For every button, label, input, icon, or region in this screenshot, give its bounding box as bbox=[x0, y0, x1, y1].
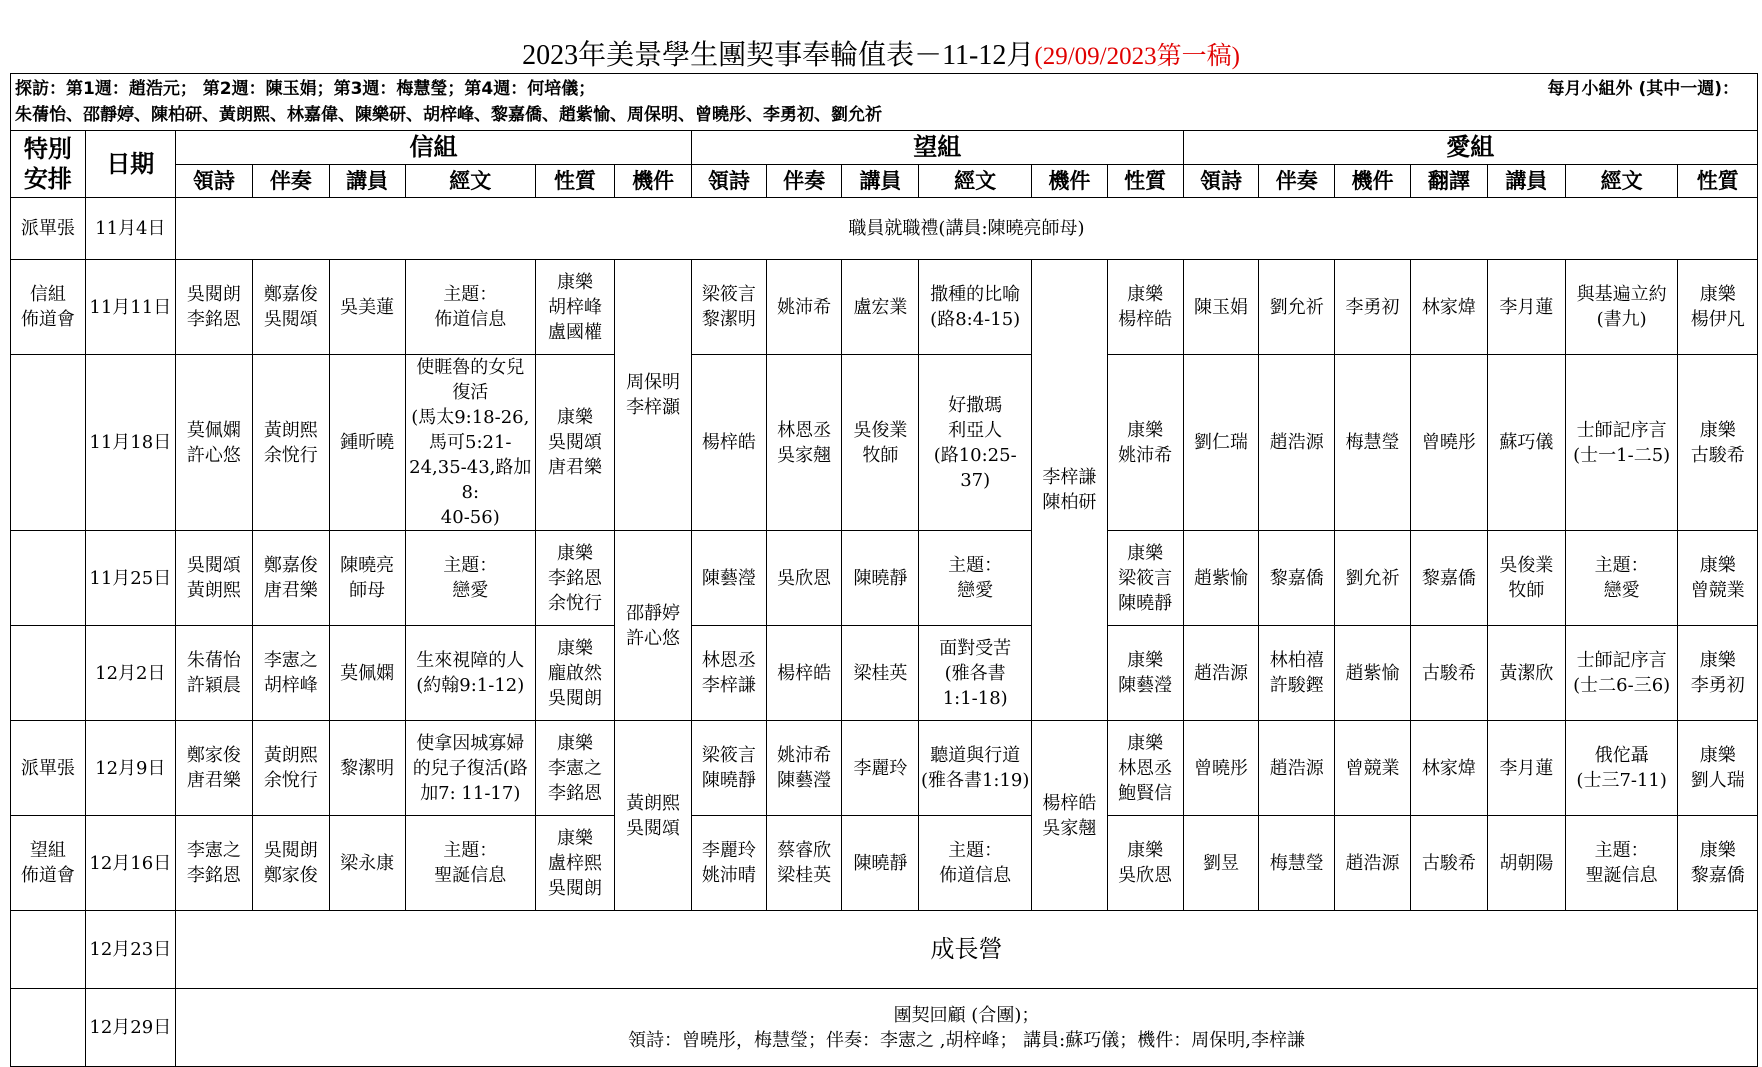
col-header: 性質 bbox=[1678, 165, 1758, 198]
cell-merged-event: 職員就職禮(講員:陳曉亮師母) bbox=[175, 198, 1757, 260]
cell: 主題： 聖誕信息 bbox=[1565, 816, 1678, 911]
col-header: 講員 bbox=[842, 165, 919, 198]
cell: 吳閱頌 黃朗熙 bbox=[175, 531, 252, 626]
page-title bbox=[0, 38, 1762, 75]
cell: 胡朝陽 bbox=[1487, 816, 1565, 911]
col-header: 領詩 bbox=[175, 165, 252, 198]
cell: 康樂 楊梓皓 bbox=[1107, 260, 1183, 355]
col-header: 性質 bbox=[1107, 165, 1183, 198]
cell: 楊梓皓 bbox=[692, 355, 767, 531]
cell: 陳曉靜 bbox=[842, 816, 919, 911]
cell: 陳玉娟 bbox=[1183, 260, 1259, 355]
cell: 康樂 胡梓峰 盧國權 bbox=[535, 260, 614, 355]
col-header: 伴奏 bbox=[766, 165, 842, 198]
cell-date: 11月4日 bbox=[85, 198, 175, 260]
cell: 吳俊業 牧師 bbox=[842, 355, 919, 531]
cell: 聽道與行道 (雅各書1:19) bbox=[919, 721, 1032, 816]
cell: 李勇初 bbox=[1335, 260, 1411, 355]
cell: 吳欣恩 bbox=[766, 531, 842, 626]
col-header: 性質 bbox=[535, 165, 614, 198]
title-main: 2023年美景學生團契事奉輪值表－11-12月 bbox=[522, 40, 1035, 71]
cell: 黃朗熙 余悅行 bbox=[252, 721, 329, 816]
cell: 朱蒨怡 許穎晨 bbox=[175, 626, 252, 721]
cell: 吳俊業 牧師 bbox=[1487, 531, 1565, 626]
table-row bbox=[11, 626, 1758, 721]
cell: 好撒瑪 利亞人 (路10:25-37) bbox=[919, 355, 1032, 531]
cell: 主題： 戀愛 bbox=[919, 531, 1032, 626]
cell: 林家煒 bbox=[1410, 721, 1487, 816]
cell: 主題： 佈道信息 bbox=[405, 260, 535, 355]
cell-special bbox=[11, 626, 86, 721]
cell: 莫佩嫻 bbox=[329, 626, 405, 721]
cell: 康樂 梁筱言 陳曉靜 bbox=[1107, 531, 1183, 626]
cell: 李麗玲 姚沛晴 bbox=[692, 816, 767, 911]
cell: 吳閱朗 李銘恩 bbox=[175, 260, 252, 355]
cell: 吳美蓮 bbox=[329, 260, 405, 355]
cell: 士師記序言 (士一1-二5) bbox=[1565, 355, 1678, 531]
header-group-wang: 望組 bbox=[692, 131, 1184, 165]
cell-date: 11月25日 bbox=[85, 531, 175, 626]
col-header: 翻譯 bbox=[1410, 165, 1487, 198]
cell: 撒種的比喻 (路8:4-15) bbox=[919, 260, 1032, 355]
table-row bbox=[11, 816, 1758, 911]
cell: 俄佗聶 (士三7-11) bbox=[1565, 721, 1678, 816]
cell: 鄭嘉俊 唐君樂 bbox=[252, 531, 329, 626]
cell: 林家煒 bbox=[1410, 260, 1487, 355]
cell: 梁筱言 陳曉靜 bbox=[692, 721, 767, 816]
cell: 鄭家俊 唐君樂 bbox=[175, 721, 252, 816]
col-header: 經文 bbox=[1565, 165, 1678, 198]
cell: 梁筱言 黎潔明 bbox=[692, 260, 767, 355]
notes-member-line: 朱蒨怡、邵靜婷、陳柏研、黃朗熙、林嘉偉、陳樂研、胡梓峰、黎嘉僑、趙紫愉、周保明、曾曉彤、李勇初、劉允祈 bbox=[15, 105, 882, 125]
cell: 曾曉彤 bbox=[1410, 355, 1487, 531]
cell-date: 11月11日 bbox=[85, 260, 175, 355]
cell: 古駿希 bbox=[1410, 816, 1487, 911]
cell: 主題： 佈道信息 bbox=[919, 816, 1032, 911]
cell: 士師記序言 (士二6-三6) bbox=[1565, 626, 1678, 721]
cell: 主題： 戀愛 bbox=[405, 531, 535, 626]
cell: 陳曉亮 師母 bbox=[329, 531, 405, 626]
cell: 康樂 古駿希 bbox=[1678, 355, 1758, 531]
col-header: 經文 bbox=[405, 165, 535, 198]
cell-xin-equipment: 黃朗熙 吳閱頌 bbox=[615, 721, 692, 911]
cell-wang-equipment: 李梓謙 陳柏研 bbox=[1031, 260, 1107, 721]
cell: 鄭嘉俊 吳閱頌 bbox=[252, 260, 329, 355]
cell: 黎嘉僑 bbox=[1259, 531, 1335, 626]
header-group-xin: 信組 bbox=[175, 131, 691, 165]
cell: 陳藝瀅 bbox=[692, 531, 767, 626]
cell: 林恩丞 李梓謙 bbox=[692, 626, 767, 721]
cell: 陳曉靜 bbox=[842, 531, 919, 626]
cell-xin-equipment: 周保明 李梓灝 bbox=[615, 260, 692, 531]
cell: 李月蓮 bbox=[1487, 260, 1565, 355]
cell-date: 12月29日 bbox=[85, 989, 175, 1067]
header-special: 特別 安排 bbox=[11, 131, 86, 198]
cell-date: 12月2日 bbox=[85, 626, 175, 721]
cell: 李月蓮 bbox=[1487, 721, 1565, 816]
cell: 康樂 李勇初 bbox=[1678, 626, 1758, 721]
cell: 康樂 林恩丞 鮑賢信 bbox=[1107, 721, 1183, 816]
cell-xin-equipment: 邵靜婷 許心悠 bbox=[615, 531, 692, 721]
col-header: 機件 bbox=[1335, 165, 1411, 198]
header-date: 日期 bbox=[85, 131, 175, 198]
cell: 康樂 曾競業 bbox=[1678, 531, 1758, 626]
cell: 康樂 李憲之 李銘恩 bbox=[535, 721, 614, 816]
cell: 使睚魯的女兒 復活 (馬太9:18-26, 馬可5:21- 24,35-43,路加8: 40-56) bbox=[405, 355, 535, 531]
cell-special: 派單張 bbox=[11, 721, 86, 816]
cell: 康樂 姚沛希 bbox=[1107, 355, 1183, 531]
table-row bbox=[11, 260, 1758, 355]
col-header: 領詩 bbox=[1183, 165, 1259, 198]
cell-wang-equipment: 楊梓皓 吳家翹 bbox=[1031, 721, 1107, 911]
cell: 康樂 劉人瑞 bbox=[1678, 721, 1758, 816]
cell: 康樂 吳閱頌 唐君樂 bbox=[535, 355, 614, 531]
cell: 康樂 吳欣恩 bbox=[1107, 816, 1183, 911]
cell-special: 信組 佈道會 bbox=[11, 260, 86, 355]
cell: 康樂 盧梓熙 吳閱朗 bbox=[535, 816, 614, 911]
col-header: 經文 bbox=[919, 165, 1032, 198]
cell-special bbox=[11, 989, 86, 1067]
cell: 黎潔明 bbox=[329, 721, 405, 816]
cell: 生來視障的人 (約翰9:1-12) bbox=[405, 626, 535, 721]
cell: 蘇巧儀 bbox=[1487, 355, 1565, 531]
cell: 劉允祈 bbox=[1335, 531, 1411, 626]
cell: 蔡睿欣 梁桂英 bbox=[766, 816, 842, 911]
table-row bbox=[11, 531, 1758, 626]
cell: 使拿因城寡婦 的兒子復活(路 加7: 11-17) bbox=[405, 721, 535, 816]
col-header: 伴奏 bbox=[252, 165, 329, 198]
cell: 主題： 戀愛 bbox=[1565, 531, 1678, 626]
cell: 趙紫愉 bbox=[1183, 531, 1259, 626]
cell: 趙浩源 bbox=[1259, 355, 1335, 531]
cell: 吳閱朗 鄭家俊 bbox=[252, 816, 329, 911]
cell-special bbox=[11, 531, 86, 626]
notes-visit-line: 探訪：第1週：趙浩元； 第2週：陳玉娟；第3週：梅慧瑩；第4週：何培儀； bbox=[15, 79, 596, 99]
cell: 李憲之 李銘恩 bbox=[175, 816, 252, 911]
col-header: 機件 bbox=[615, 165, 692, 198]
cell: 劉昱 bbox=[1183, 816, 1259, 911]
cell: 康樂 楊伊凡 bbox=[1678, 260, 1758, 355]
cell: 姚沛希 陳藝瀅 bbox=[766, 721, 842, 816]
cell: 梁桂英 bbox=[842, 626, 919, 721]
cell: 曾曉彤 bbox=[1183, 721, 1259, 816]
cell: 梅慧瑩 bbox=[1335, 355, 1411, 531]
cell: 趙浩源 bbox=[1183, 626, 1259, 721]
cell: 梅慧瑩 bbox=[1259, 816, 1335, 911]
cell: 姚沛希 bbox=[766, 260, 842, 355]
cell-date: 12月9日 bbox=[85, 721, 175, 816]
header-group-ai: 愛組 bbox=[1183, 131, 1757, 165]
cell-special bbox=[11, 911, 86, 989]
cell: 古駿希 bbox=[1410, 626, 1487, 721]
cell: 鍾昕曉 bbox=[329, 355, 405, 531]
notes-monthly-label: 每月小組外 (其中一週)： bbox=[1547, 79, 1739, 99]
cell: 楊梓皓 bbox=[766, 626, 842, 721]
table-row bbox=[11, 989, 1758, 1067]
cell-merged-event: 成長營 bbox=[175, 911, 1757, 989]
cell: 黃朗熙 余悅行 bbox=[252, 355, 329, 531]
cell: 主題： 聖誕信息 bbox=[405, 816, 535, 911]
table-row bbox=[11, 355, 1758, 531]
cell-merged-event: 團契回顧 (合團)； 領詩：曾曉彤，梅慧瑩；伴奏：李憲之 ,胡梓峰； 講員:蘇巧儀；機件：周保明,李梓謙 bbox=[175, 989, 1757, 1067]
cell: 李憲之 胡梓峰 bbox=[252, 626, 329, 721]
cell: 莫佩嫻 許心悠 bbox=[175, 355, 252, 531]
cell: 曾競業 bbox=[1335, 721, 1411, 816]
table-row bbox=[11, 198, 1758, 260]
cell: 康樂 龐啟然 吳閱朗 bbox=[535, 626, 614, 721]
cell-date: 12月16日 bbox=[85, 816, 175, 911]
notes-cell bbox=[11, 74, 1758, 131]
cell: 黃潔欣 bbox=[1487, 626, 1565, 721]
cell: 趙浩源 bbox=[1335, 816, 1411, 911]
col-header: 講員 bbox=[329, 165, 405, 198]
cell-special bbox=[11, 355, 86, 531]
col-header: 伴奏 bbox=[1259, 165, 1335, 198]
cell: 劉仁瑞 bbox=[1183, 355, 1259, 531]
cell: 梁永康 bbox=[329, 816, 405, 911]
cell: 面對受苦 (雅各書 1:1-18) bbox=[919, 626, 1032, 721]
col-header: 機件 bbox=[1031, 165, 1107, 198]
cell: 與基遍立約 (書九) bbox=[1565, 260, 1678, 355]
cell-special: 望組 佈道會 bbox=[11, 816, 86, 911]
cell: 康樂 李銘恩 余悅行 bbox=[535, 531, 614, 626]
title-draft-note: (29/09/2023第一稿) bbox=[1034, 43, 1240, 70]
cell: 劉允祈 bbox=[1259, 260, 1335, 355]
cell: 趙紫愉 bbox=[1335, 626, 1411, 721]
cell: 康樂 黎嘉僑 bbox=[1678, 816, 1758, 911]
cell: 盧宏業 bbox=[842, 260, 919, 355]
table-row bbox=[11, 911, 1758, 989]
roster-table bbox=[10, 73, 1758, 1067]
cell: 趙浩源 bbox=[1259, 721, 1335, 816]
cell: 林柏禧 許駿鏗 bbox=[1259, 626, 1335, 721]
cell-special: 派單張 bbox=[11, 198, 86, 260]
cell-date: 11月18日 bbox=[85, 355, 175, 531]
col-header: 講員 bbox=[1487, 165, 1565, 198]
col-header: 領詩 bbox=[692, 165, 767, 198]
cell-date: 12月23日 bbox=[85, 911, 175, 989]
cell: 黎嘉僑 bbox=[1410, 531, 1487, 626]
cell: 李麗玲 bbox=[842, 721, 919, 816]
cell: 康樂 陳藝瀅 bbox=[1107, 626, 1183, 721]
cell: 林恩丞 吳家翹 bbox=[766, 355, 842, 531]
table-row bbox=[11, 721, 1758, 816]
